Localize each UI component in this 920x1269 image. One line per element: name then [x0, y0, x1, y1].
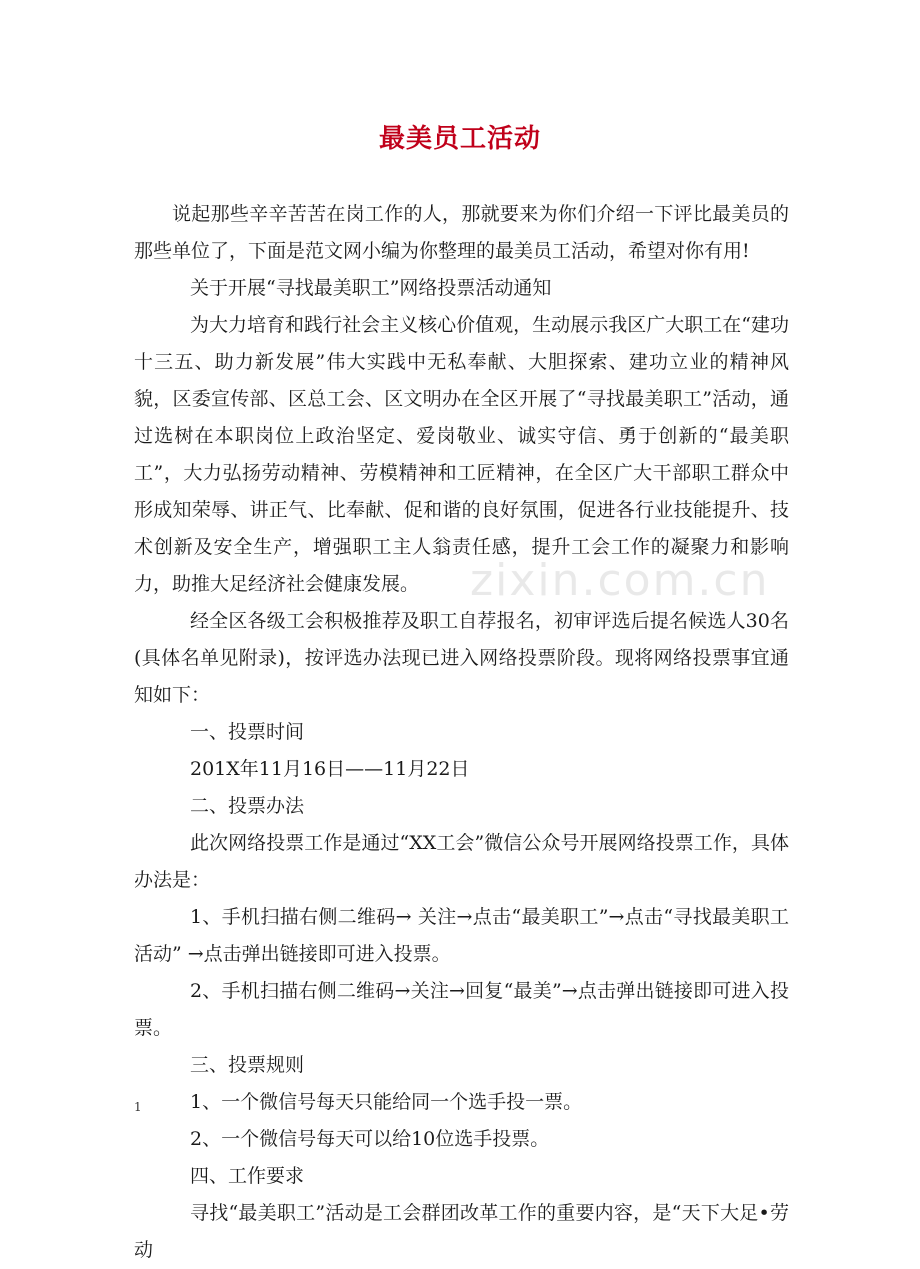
requirements-paragraph: 寻找“最美职工”活动是工会群团改革工作的重要内容，是“天下大足•劳动 — [134, 1202, 789, 1261]
document-body — [134, 196, 789, 1269]
vote-dates: 201X年11月16日——11月22日 — [190, 758, 470, 780]
page-number: 1 — [134, 1100, 142, 1114]
intro-paragraph: 说起那些辛辛苦苦在岗工作的人，那就要来为你们介绍一下评比最美员的那些单位了，下面是范文网小编为你整理的最美员工活动，希望对你有用! — [134, 203, 789, 262]
rule-2: 2、一个微信号每天可以给10位选手投票。 — [190, 1128, 550, 1150]
rule-1: 1、一个微信号每天只能给同一个选手投一票。 — [190, 1091, 583, 1113]
section-heading-time: 一、投票时间 — [190, 721, 305, 743]
watermark: zixin.com.cn — [470, 555, 770, 606]
section-heading-requirements: 四、工作要求 — [190, 1165, 305, 1187]
method-step-2: 2、手机扫描右侧二维码→关注→回复“最美”→点击弹出链接即可进入投票。 — [134, 980, 789, 1039]
purpose-paragraph: 为大力培育和践行社会主义核心价值观，生动展示我区广大职工在“建功十三五、助力新发展”伟大实践中无私奉献、大胆探索、建功立业的精神风貌，区委宣传部、区总工会、区文明办在全区开展了“寻找最美职工”活动，通过选树在本职岗位上政治坚定、爱岗敬业、诚实守信、勇于创新的“最美职工”，大力弘扬劳动精神、劳模精神和工匠精神，在全区广大干部职工群众中形成知荣辱、讲正气、比奉献、促和谐的良好氛围，促进各行业技能提升、技术创新及安全生产，增强职工主人翁责任感，提升工会工作的凝聚力和影响力，助推大足经济社会健康发展。 — [134, 314, 789, 595]
method-paragraph: 此次网络投票工作是通过“XX工会”微信公众号开展网络投票工作，具体办法是： — [134, 832, 789, 891]
section-heading-method: 二、投票办法 — [190, 795, 305, 817]
notice-heading: 关于开展“寻找最美职工”网络投票活动通知 — [190, 277, 552, 299]
nomination-paragraph: 经全区各级工会积极推荐及职工自荐报名，初审评选后提名候选人30名(具体名单见附录)，按评选办法现已进入网络投票阶段。现将网络投票事宜通知如下： — [134, 610, 789, 706]
method-step-1: 1、手机扫描右侧二维码→ 关注→点击“最美职工”→点击“寻找最美职工活动” →点击弹出链接即可进入投票。 — [134, 906, 789, 965]
section-heading-rules: 三、投票规则 — [190, 1054, 305, 1076]
document-title: 最美员工活动 — [378, 124, 541, 154]
